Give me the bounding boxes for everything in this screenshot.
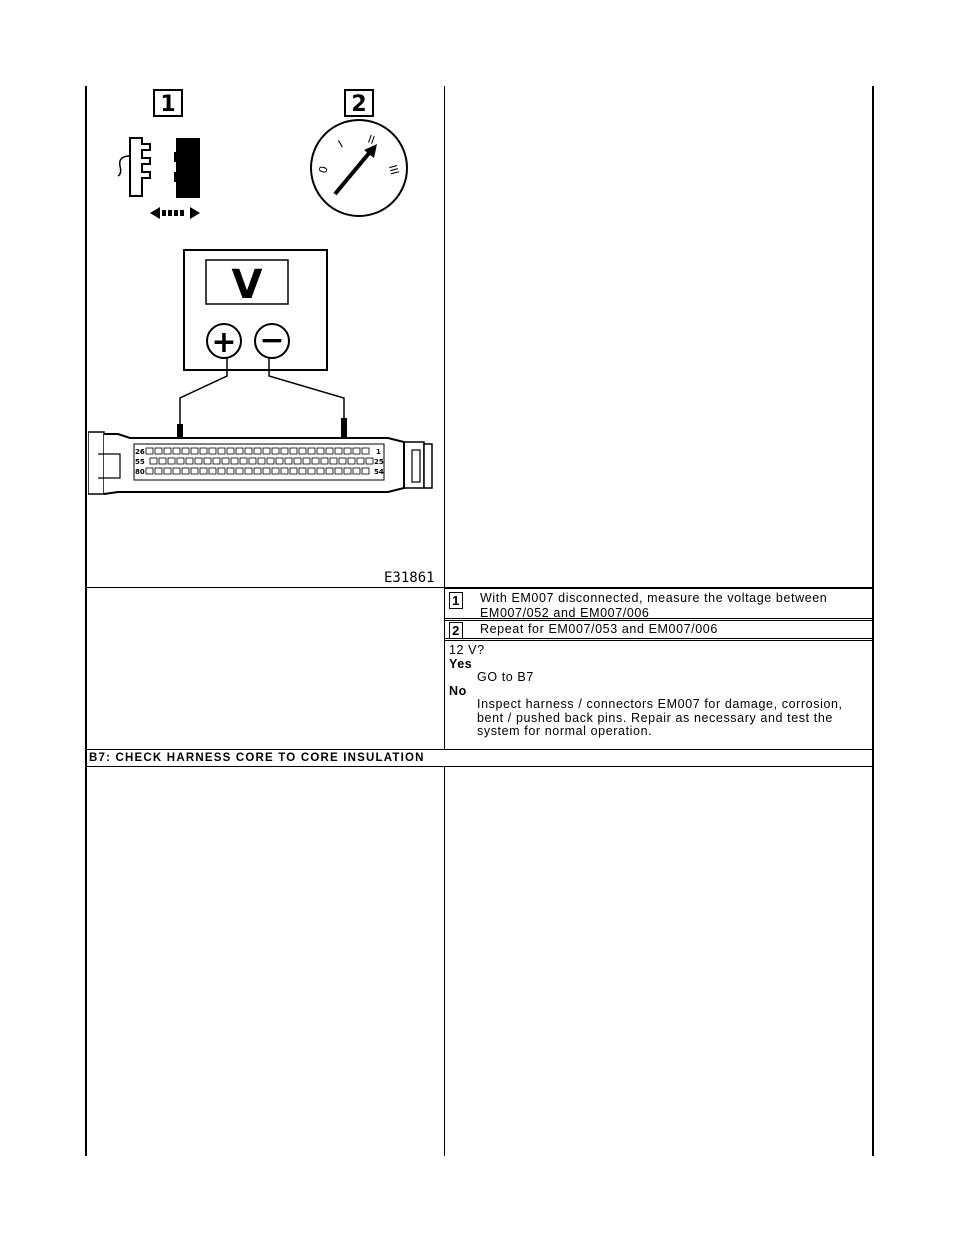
answer-yes-text: GO to B7 [477, 670, 534, 684]
meter-display-label: V [231, 262, 263, 308]
column-divider-top [444, 86, 445, 749]
row-divider [445, 640, 873, 641]
step-number: 1 [449, 592, 463, 609]
step-text: Repeat for EM007/053 and EM007/006 [480, 622, 718, 636]
minus-terminal-label: − [259, 323, 285, 358]
step-row-2 [447, 620, 873, 638]
step-row-1 [447, 589, 873, 618]
callout-1-label: 1 [160, 92, 176, 117]
question-text: 12 V? [449, 643, 485, 657]
answer-yes-label: Yes [449, 656, 473, 671]
decision-block [449, 644, 869, 739]
callout-1 [154, 90, 182, 117]
pin-label-top-left: 26 [135, 448, 145, 456]
pin-label-mid-left: 55 [135, 458, 145, 466]
row-divider [86, 749, 874, 750]
connector-disconnect-icon [118, 138, 200, 219]
pin-label-mid-right: 25 [374, 458, 384, 466]
answer-no-text: Inspect harness / connectors EM007 for damage, corrosion, bent / pushed back pins. Repair as necessary and test the system for normal operation. [477, 697, 843, 738]
step-number: 2 [449, 622, 463, 639]
figure-id: E31861 [384, 570, 435, 586]
ecu-connector [88, 432, 432, 494]
pin-label-bot-right: 54 [374, 468, 384, 476]
ignition-position-2: II [365, 132, 377, 148]
ignition-switch-icon [311, 120, 407, 216]
section-title: B7: CHECK HARNESS CORE TO CORE INSULATION [89, 752, 425, 764]
pin-label-bot-left: 80 [135, 468, 145, 476]
ignition-position-0: 0 [316, 164, 331, 175]
multimeter-icon [184, 250, 327, 370]
row-divider [445, 638, 873, 639]
table-border-left [85, 86, 87, 1156]
ignition-position-1: I [336, 137, 346, 151]
step-text: With EM007 disconnected, measure the voltage between EM007/052 and EM007/006 [480, 591, 828, 620]
callout-2 [345, 90, 373, 117]
ignition-position-3: III [386, 163, 402, 177]
voltage-measurement-diagram [88, 86, 444, 588]
callout-2-label: 2 [351, 92, 367, 117]
answer-no-label: No [449, 683, 467, 698]
pin-label-top-right: 1 [376, 448, 381, 456]
plus-terminal-label: + [211, 325, 237, 360]
row-divider [86, 766, 874, 767]
column-divider-bottom [444, 767, 445, 1156]
